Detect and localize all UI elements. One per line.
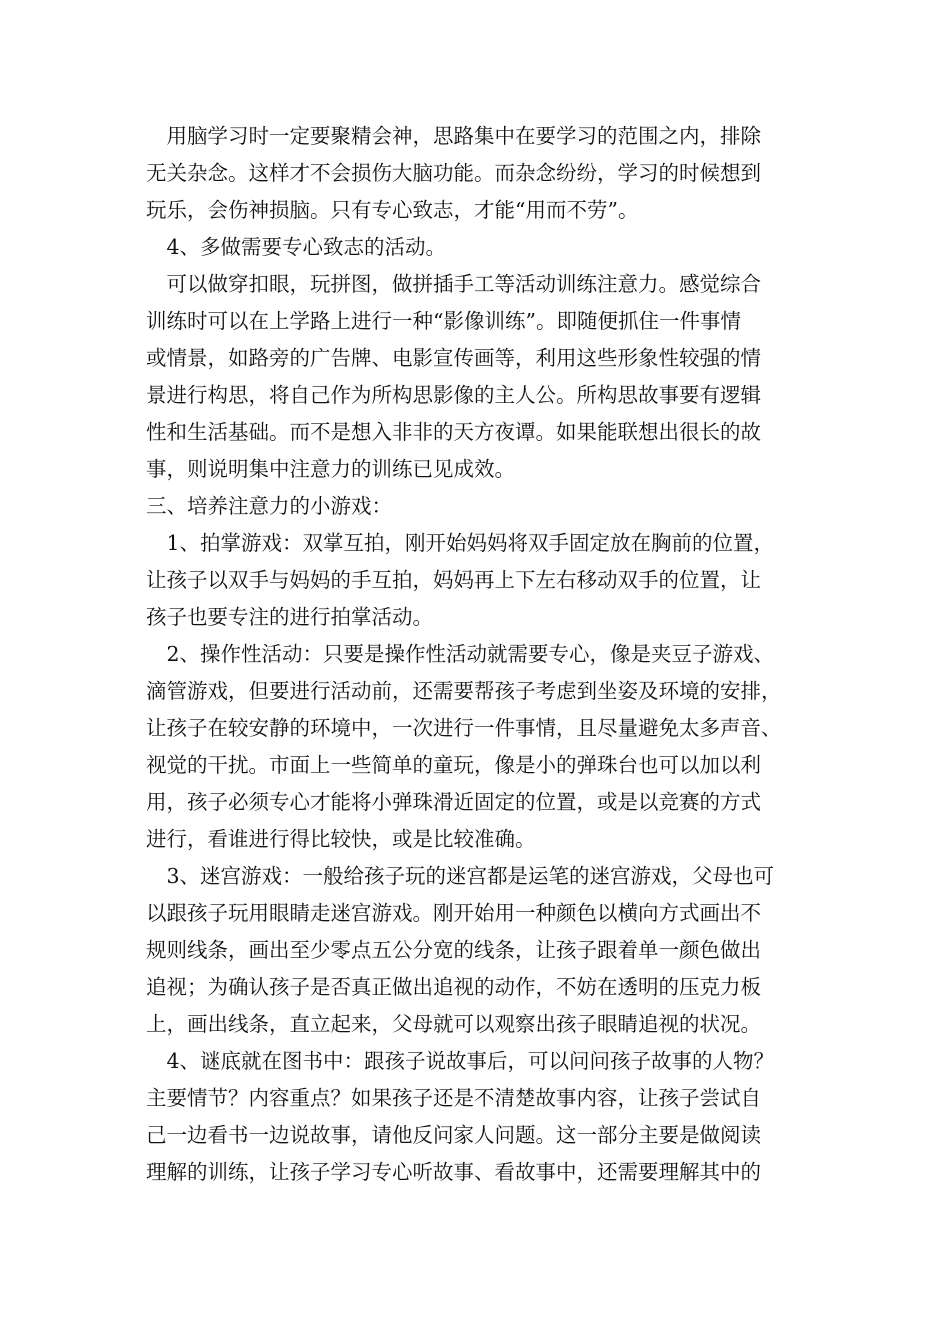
text-line: 己一边看书一边说故事，请他反问家人问题。这一部分主要是做阅读	[146, 1123, 761, 1147]
text-line: 无关杂念。这样才不会损伤大脑功能。而杂念纷纷，学习的时候想到	[146, 161, 761, 185]
text-line: 滴管游戏，但要进行活动前，还需要帮孩子考虑到坐姿及环境的安排，	[146, 679, 782, 703]
text-line: 4、谜底就在图书中：跟孩子说故事后，可以问问孩子故事的人物？	[146, 1049, 775, 1073]
text-line: 主要情节？内容重点？如果孩子还是不清楚故事内容，让孩子尝试自	[146, 1086, 761, 1110]
text-line: 追视；为确认孩子是否真正做出追视的动作，不妨在透明的压克力板	[146, 975, 761, 999]
text-line: 景进行构思，将自己作为所构思影像的主人公。所构思故事要有逻辑	[146, 383, 761, 407]
text-line: 性和生活基础。而不是想入非非的天方夜谭。如果能联想出很长的故	[146, 420, 761, 444]
text-line: 让孩子以双手与妈妈的手互拍，妈妈再上下左右移动双手的位置，让	[146, 568, 761, 592]
text-line: 4、多做需要专心致志的活动。	[146, 235, 447, 259]
text-line: 理解的训练，让孩子学习专心听故事、看故事中，还需要理解其中的	[146, 1160, 761, 1184]
text-line: 用脑学习时一定要聚精会神，思路集中在要学习的范围之内，排除	[146, 124, 761, 148]
text-line: 1、拍掌游戏：双掌互拍，刚开始妈妈将双手固定放在胸前的位置，	[146, 531, 775, 555]
text-line: 孩子也要专注的进行拍掌活动。	[146, 605, 433, 629]
section-heading: 三、培养注意力的小游戏：	[146, 494, 392, 518]
text-line: 以跟孩子玩用眼睛走迷宫游戏。刚开始用一种颜色以横向方式画出不	[146, 901, 761, 925]
text-line: 玩乐，会伤神损脑。只有专心致志，才能“用而不劳”。	[146, 198, 639, 222]
text-line: 可以做穿扣眼，玩拼图，做拼插手工等活动训练注意力。感觉综合	[146, 272, 761, 296]
text-line: 上，画出线条，直立起来，父母就可以观察出孩子眼睛追视的状况。	[146, 1012, 761, 1036]
text-line: 2、操作性活动：只要是操作性活动就需要专心，像是夹豆子游戏、	[146, 642, 775, 666]
text-line: 3、迷宫游戏：一般给孩子玩的迷宫都是运笔的迷宫游戏，父母也可	[146, 864, 775, 888]
text-line: 训练时可以在上学路上进行一种“影像训练”。即随便抓住一件事情	[146, 309, 741, 333]
text-line: 或情景，如路旁的广告牌、电影宣传画等，利用这些形象性较强的情	[146, 346, 761, 370]
text-line: 规则线条，画出至少零点五公分宽的线条，让孩子跟着单一颜色做出	[146, 938, 761, 962]
text-line: 视觉的干扰。市面上一些简单的童玩，像是小的弹珠台也可以加以利	[146, 753, 761, 777]
text-line: 进行，看谁进行得比较快，或是比较准确。	[146, 827, 536, 851]
text-line: 用，孩子必须专心才能将小弹珠滑近固定的位置，或是以竞赛的方式	[146, 790, 761, 814]
text-line: 事，则说明集中注意力的训练已见成效。	[146, 457, 515, 481]
text-line: 让孩子在较安静的环境中，一次进行一件事情，且尽量避免太多声音、	[146, 716, 782, 740]
